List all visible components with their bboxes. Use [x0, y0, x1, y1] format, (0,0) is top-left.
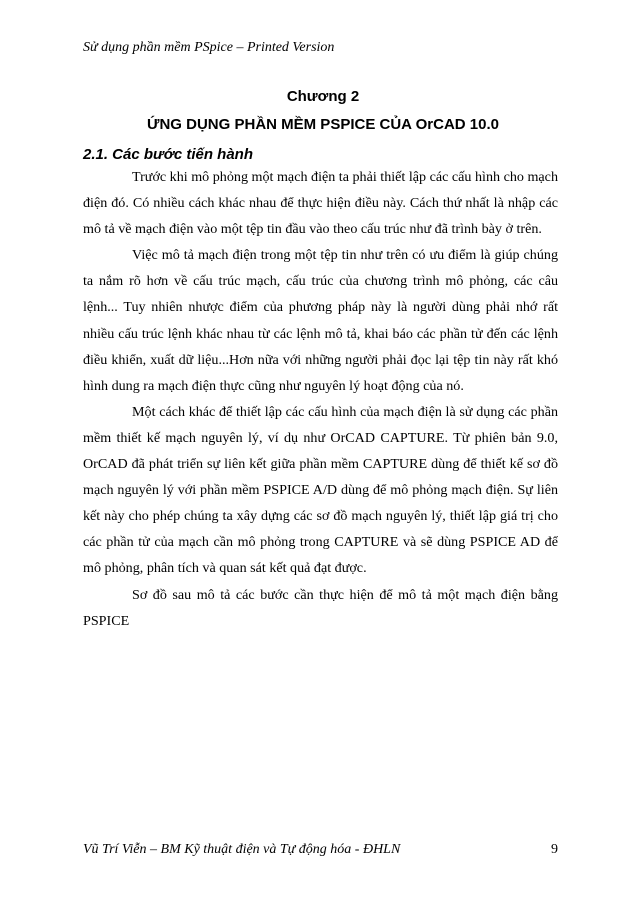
body-text	[83, 164, 558, 634]
paragraph: Sơ đồ sau mô tả các bước cần thực hiện để mô tả một mạch điện bằng PSPICE	[83, 586, 558, 629]
paragraph: Việc mô tả mạch điện trong một tệp tin như trên có ưu điểm là giúp chúng ta nắm rõ hơn về cấu trúc mạch, cấu trúc của chương trình mô phỏng, các câu lệnh... Tuy nhiên nhược điểm của phương pháp này là người dùng phải nhớ rất nhiều cấu trúc lệnh khác nhau từ các lệnh mô tả, khai báo các phần tử đến các lệnh điều khiển, xuất dữ liệu...Hơn nữa với những người phải đọc lại tệp tin này rất khó hình dung ra mạch điện thực cũng như nguyên lý hoạt động của nó.	[83, 247, 558, 394]
footer-author: Vũ Trí Viễn – BM Kỹ thuật điện và Tự động hóa - ĐHLN	[83, 842, 401, 857]
page-footer	[83, 841, 558, 859]
chapter-number: Chương 2	[286, 88, 360, 105]
page-number: 9	[551, 842, 558, 857]
running-header: Sử dụng phần mềm PSpice – Printed Version	[83, 40, 335, 55]
chapter-title: ỨNG DỤNG PHẦN MỀM PSPICE CỦA OrCAD 10.0	[147, 116, 499, 133]
section-heading: 2.1. Các bước tiến hành	[83, 146, 253, 163]
paragraph: Trước khi mô phỏng một mạch điện ta phải thiết lập các cấu hình cho mạch điện đó. Có nhiều cách khác nhau để thực hiện điều này. Cách thứ nhất là nhập các mô tả về mạch điện vào một tệp tin đầu vào theo cấu trúc như đã trình bày ở trên.	[83, 169, 558, 238]
paragraph: Một cách khác để thiết lập các cấu hình của mạch điện là sử dụng các phần mềm thiết kế mạch nguyên lý, ví dụ như OrCAD CAPTURE. Từ phiên bản 9.0, OrCAD đã phát triển sự liên kết giữa phần mềm CAPTURE dùng để thiết kế sơ đồ mạch nguyên lý với phần mềm PSPICE A/D dùng để mô phỏng mạch điện. Sự liên kết này cho phép chúng ta xây dựng các sơ đồ mạch nguyên lý, thiết lập giá trị cho các phần tử của mạch cần mô phỏng trong CAPTURE và sẽ dùng PSPICE AD để mô phỏng, phân tích và quan sát kết quả đạt được.	[83, 403, 558, 577]
